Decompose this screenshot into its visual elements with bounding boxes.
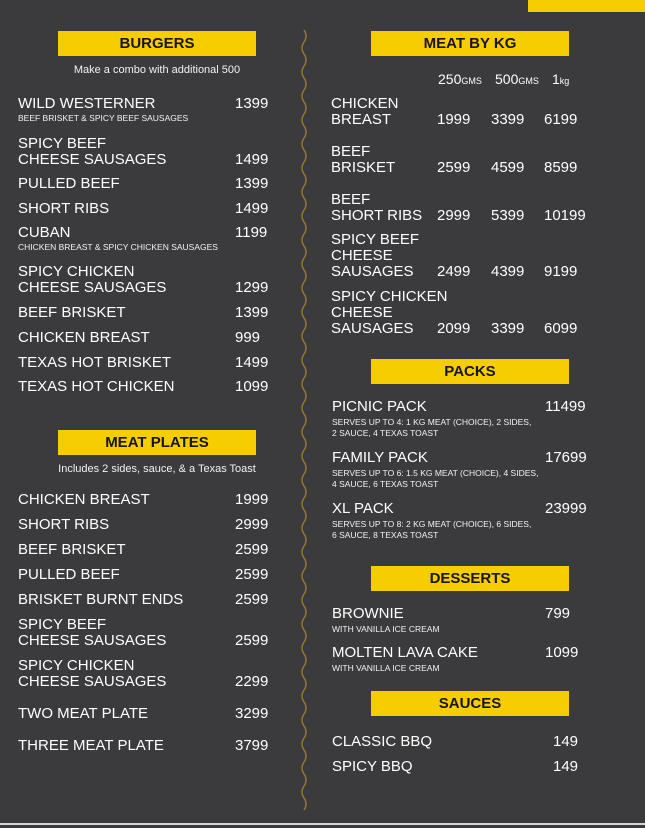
kg-item-price: 2599 [437,159,471,176]
unit-250gms: 250GMS [438,71,482,87]
kg-item-price: 2499 [437,263,471,280]
kg-item-price: 6099 [544,320,578,337]
unit-500gms: 500GMS [495,71,539,87]
kg-item-price: 4599 [491,159,525,176]
unit-1kg: 1kg [552,71,570,87]
pack-name: PICNIC PACK [332,398,427,415]
burger-item-name: SPICY CHICKEN CHEESE SAUSAGES [18,263,167,296]
meat-plate-name: SHORT RIBS [18,516,110,533]
kg-item-price: 3399 [491,320,525,337]
sauce-price: 149 [553,733,579,750]
burger-item-price: 1299 [235,279,269,296]
meat-plates-subtitle: Includes 2 sides, sauce, & a Texas Toast [58,463,256,475]
packs-header: PACKS [371,359,569,384]
kg-item-price: 2099 [437,320,471,337]
kg-item-price: 2999 [437,207,471,224]
meat-plate-price: 3799 [235,737,269,754]
kg-item-name: BEEF SHORT RIBS [331,191,423,224]
kg-item-price: 10199 [544,207,586,224]
dessert-name: BROWNIE [332,605,404,622]
pack-name: FAMILY PACK [332,449,428,466]
burger-item-desc: BEEF BRISKET & SPICY BEEF SAUSAGES [18,113,189,123]
meat-plate-name: PULLED BEEF [18,566,120,583]
kg-item-price: 8599 [544,159,578,176]
meat-plate-name: SPICY CHICKEN CHEESE SAUSAGES [18,657,167,690]
kg-item-name: SPICY CHICKEN CHEESE SAUSAGES [331,288,448,337]
sauces-header: SAUCES [371,691,569,716]
kg-item-price: 3399 [491,111,525,128]
pack-desc: SERVES UP TO 8: 2 KG MEAT (CHOICE), 6 SIDES, 6 SAUCE, 8 TEXAS TOAST [332,519,532,540]
meat-plate-price: 2599 [235,541,269,558]
meat-plate-price: 2599 [235,632,269,649]
burger-item-price: 1499 [235,200,269,217]
burger-item-price: 1399 [235,175,269,192]
corner-accent-tab [528,0,645,12]
dessert-name: MOLTEN LAVA CAKE [332,644,478,661]
burger-item-name: CUBAN [18,224,71,241]
burger-item-price: 1399 [235,95,269,112]
burger-item-name: SHORT RIBS [18,200,110,217]
sauce-name: CLASSIC BBQ [332,733,433,750]
kg-item-name: SPICY BEEF CHEESE SAUSAGES [331,231,420,280]
bottom-border [0,823,645,825]
sauce-price: 149 [553,758,579,775]
pack-name: XL PACK [332,500,394,517]
kg-item-price: 9199 [544,263,578,280]
meat-plate-price: 1999 [235,491,269,508]
pack-desc: SERVES UP TO 6: 1.5 KG MEAT (CHOICE), 4 SIDES, 4 SAUCE, 6 TEXAS TOAST [332,468,539,489]
kg-item-price: 4399 [491,263,525,280]
meat-plate-price: 2999 [235,516,269,533]
burger-item-name: WILD WESTERNER [18,95,156,112]
pack-price: 23999 [545,500,587,517]
kg-item-name: CHICKEN BREAST [331,95,399,128]
meat-plate-name: BRISKET BURNT ENDS [18,591,184,608]
burger-item-name: PULLED BEEF [18,175,120,192]
meat-plate-price: 3299 [235,705,269,722]
kg-item-price: 5399 [491,207,525,224]
meat-plate-name: SPICY BEEF CHEESE SAUSAGES [18,616,167,649]
burger-item-price: 1099 [235,378,269,395]
meat-plate-name: TWO MEAT PLATE [18,705,149,722]
burgers-header: BURGERS [58,31,256,56]
dessert-price: 799 [545,605,571,622]
burger-item-price: 1199 [235,224,268,241]
meat-plate-price: 2599 [235,566,269,583]
kg-item-price: 1999 [437,111,471,128]
burger-item-name: TEXAS HOT CHICKEN [18,378,175,395]
burger-item-name: SPICY BEEF CHEESE SAUSAGES [18,135,167,168]
meat-plate-price: 2299 [235,673,269,690]
meat-plate-name: CHICKEN BREAST [18,491,150,508]
pack-price: 17699 [545,449,587,466]
meat-plates-header: MEAT PLATES [58,430,256,455]
dessert-desc: WITH VANILLA ICE CREAM [332,624,440,634]
kg-item-name: BEEF BRISKET [331,143,396,176]
burger-item-price: 999 [235,329,261,346]
sauce-name: SPICY BBQ [332,758,413,775]
meat-plate-name: BEEF BRISKET [18,541,126,558]
kg-item-price: 6199 [544,111,578,128]
burger-item-price: 1499 [235,151,269,168]
burger-item-price: 1399 [235,304,269,321]
dessert-price: 1099 [545,644,579,661]
burger-item-name: TEXAS HOT BRISKET [18,354,172,371]
dessert-desc: WITH VANILLA ICE CREAM [332,663,440,673]
pack-price: 11499 [545,398,586,415]
burger-item-name: CHICKEN BREAST [18,329,150,346]
burgers-subtitle: Make a combo with additional 500 [73,64,241,76]
desserts-header: DESSERTS [371,566,569,591]
pack-desc: SERVES UP TO 4: 1 KG MEAT (CHOICE), 2 SIDES, 2 SAUCE, 4 TEXAS TOAST [332,417,532,438]
burger-item-price: 1499 [235,354,269,371]
burger-item-name: BEEF BRISKET [18,304,126,321]
meat-plate-price: 2599 [235,591,269,608]
meat-by-kg-header: MEAT BY KG [371,31,569,56]
meat-plate-name: THREE MEAT PLATE [18,737,164,754]
wavy-divider [297,30,311,810]
burger-item-desc: CHICKEN BREAST & SPICY CHICKEN SAUSAGES [18,242,218,252]
